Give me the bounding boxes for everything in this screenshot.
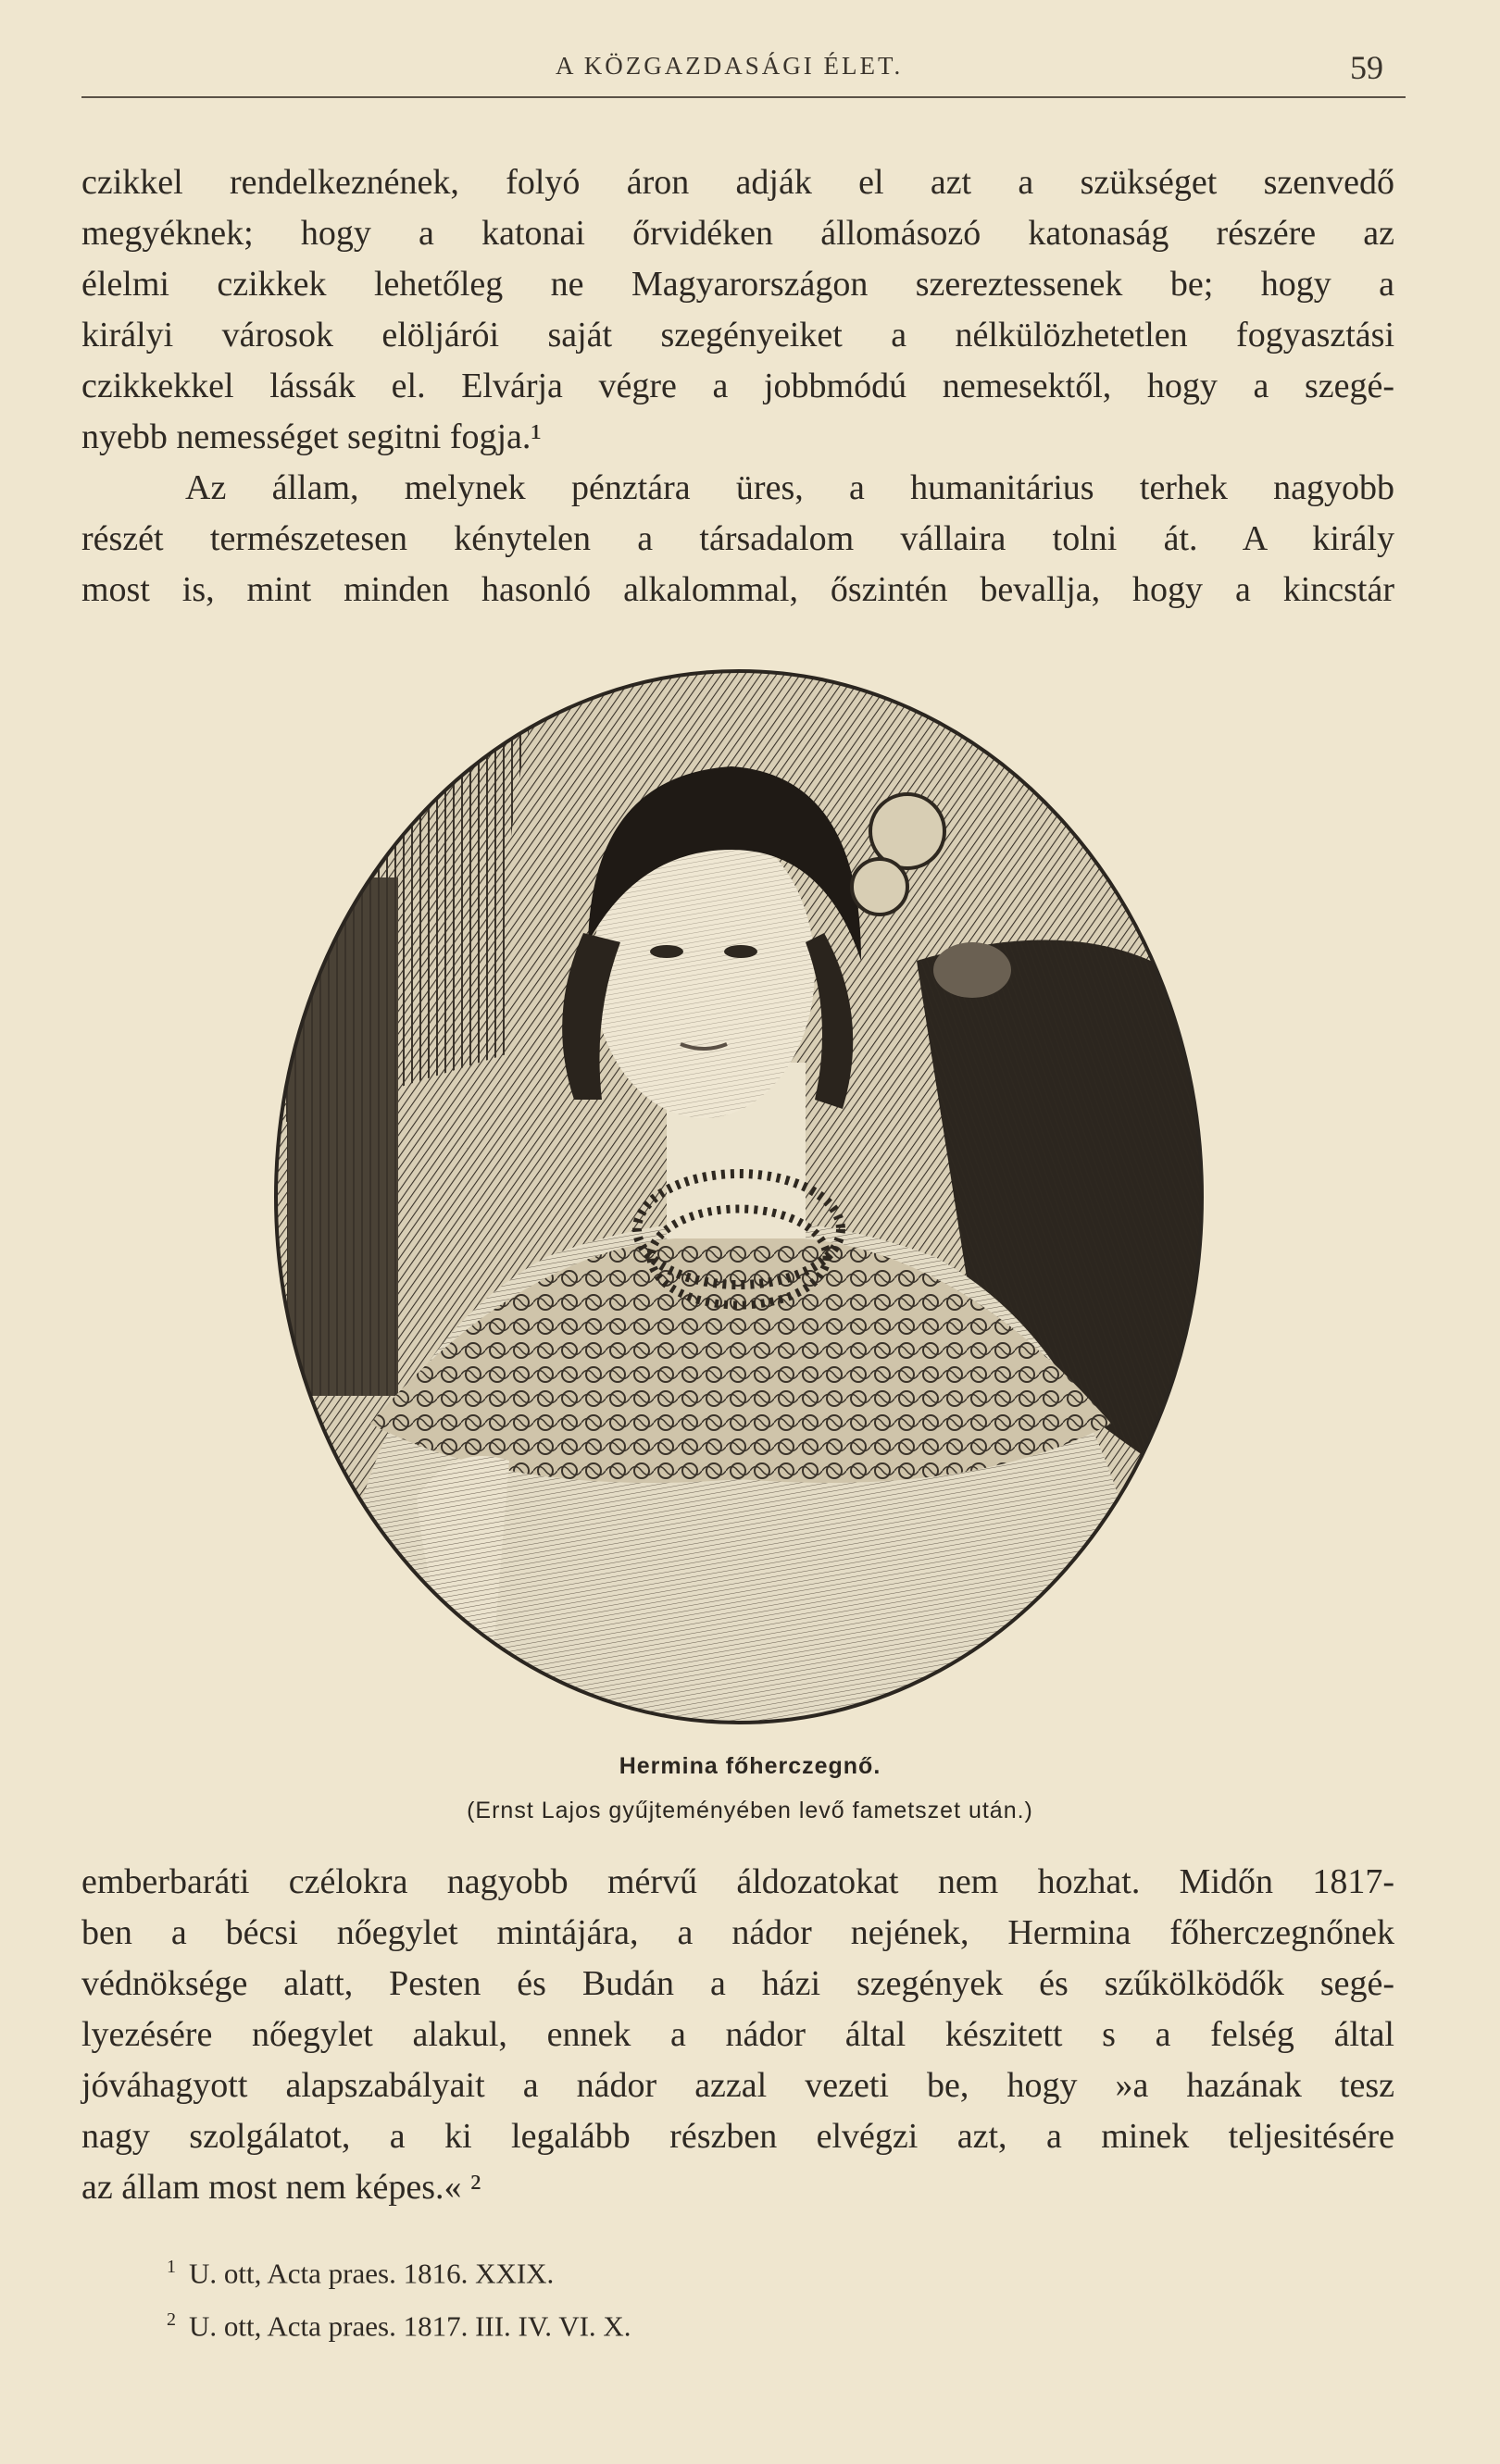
text-line: emberbaráti czélokra nagyobb mérvű áldozatokat nem hozhat. Midőn 1817- (81, 1862, 1394, 1901)
text-line: ben a bécsi nőegylet mintájára, a nádor nejének, Hermina főherczegnőnek (81, 1913, 1394, 1952)
header-rule (81, 96, 1406, 98)
body-text-top (81, 157, 1394, 616)
text-line: czikkekkel lássák el. Elvárja végre a jobbmódú nemesektől, hogy a szegé- (81, 367, 1394, 405)
text-line: megyéknek; hogy a katonai őrvidéken állomásozó katonaság részére az (81, 214, 1394, 253)
figure-caption-title: Hermina főherczegnő. (619, 1753, 881, 1779)
text-line: az állam most nem képes.« ² (81, 2168, 481, 2207)
footnote-mark: 2 (167, 2309, 176, 2331)
footnote-text: U. ott, Acta praes. 1816. XXIX. (189, 2257, 555, 2290)
text-line: Az állam, melynek pénztára üres, a humanitárius terhek nagyobb (185, 468, 1394, 507)
page-number: 59 (1350, 49, 1383, 86)
footnote (167, 2296, 631, 2349)
footnote (167, 2244, 631, 2296)
footnote-mark: 1 (167, 2257, 176, 2277)
text-line: királyi városok elöljárói saját szegényeiket a nélkülözhetetlen fogyasztási (81, 316, 1394, 355)
running-title: A KÖZGAZDASÁGI ÉLET. (556, 52, 904, 80)
text-line: jóváhagyott alapszabályait a nádor azzal vezeti be, hogy »a hazának tesz (81, 2066, 1394, 2105)
text-line: czikkel rendelkeznének, folyó áron adják el azt a szükséget szenvedő (81, 163, 1394, 202)
figure-caption-source: (Ernst Lajos gyűjteményében levő fametszet után.) (467, 1798, 1033, 1823)
text-line: nagy szolgálatot, a ki legalább részben elvégzi azt, a minek teljesitésére (81, 2117, 1394, 2156)
footnotes (167, 2244, 631, 2350)
text-line: lyezésére nőegylet alakul, ennek a nádor által készitett s a felség által (81, 2015, 1394, 2054)
footnote-text: U. ott, Acta praes. 1817. III. IV. VI. X. (189, 2309, 631, 2343)
text-line: most is, mint minden hasonló alkalommal, őszintén bevallja, hogy a kincstár (81, 570, 1394, 609)
body-text-bottom (81, 1857, 1394, 2213)
text-line: részét természetesen kénytelen a társadalom vállaira tolni át. A király (81, 519, 1394, 558)
portrait-engraving (269, 665, 1209, 1729)
text-line: élelmi czikkek lehetőleg ne Magyarországon szereztessenek be; hogy a (81, 265, 1394, 304)
text-line: nyebb nemességet segitni fogja.¹ (81, 417, 542, 456)
text-line: védnöksége alatt, Pesten és Budán a házi szegények és szűkölködők segé- (81, 1964, 1394, 2003)
